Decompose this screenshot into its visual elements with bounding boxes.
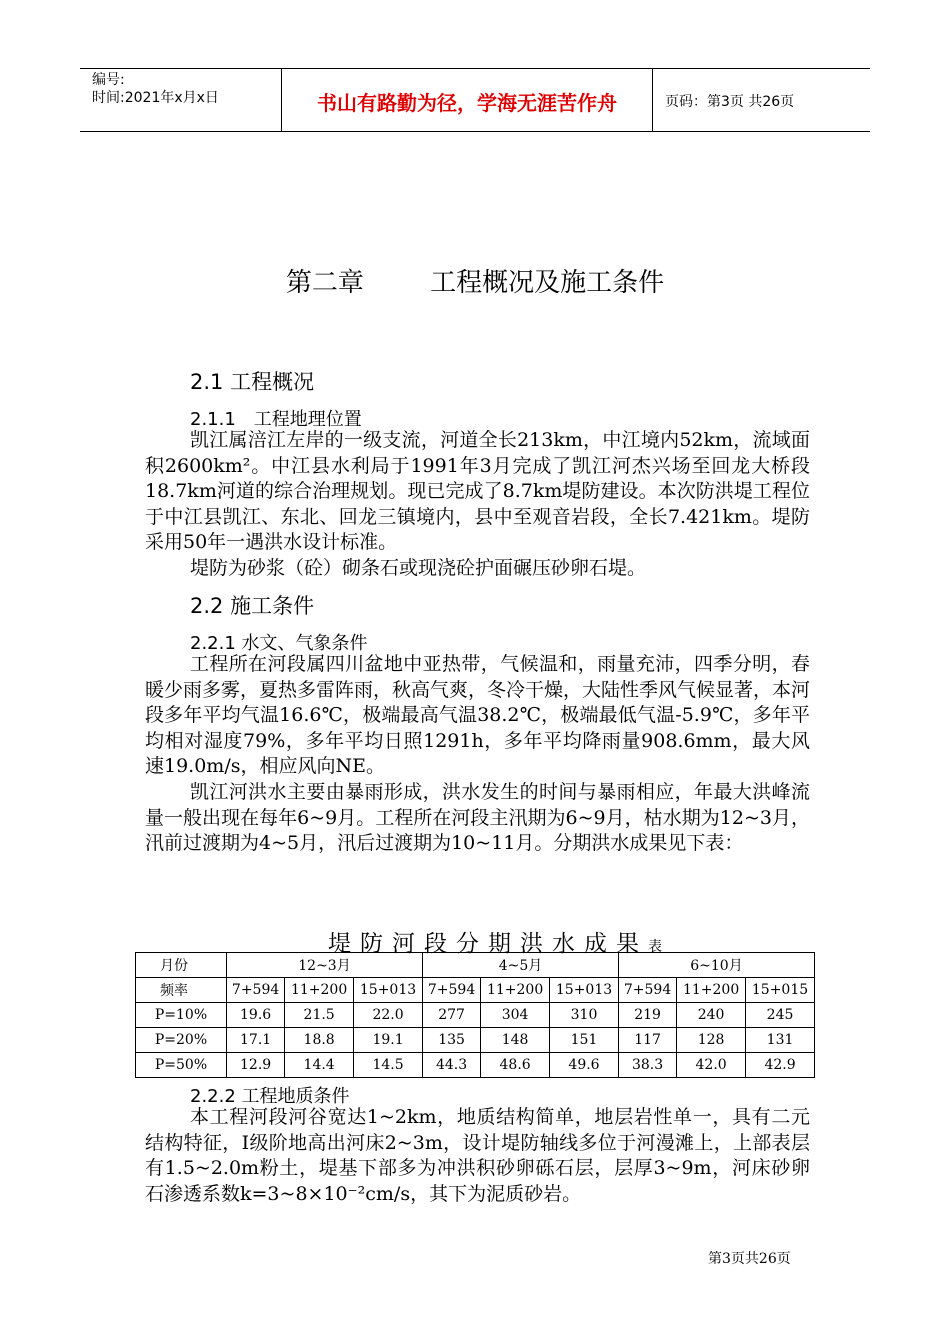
table-header-row — [136, 978, 815, 1003]
value-cell: 128 — [677, 1028, 746, 1053]
paragraph-embankment: 堤防为砂浆（砼）砌条石或现浇砼护面碾压砂卵石堤。 — [190, 557, 647, 579]
subsection-heading-2-1-1: 2.1.1 工程地理位置 — [190, 409, 362, 430]
header-page-cell — [653, 69, 870, 131]
month-label-cell: 月份 — [136, 953, 227, 978]
value-cell: 49.6 — [550, 1053, 619, 1078]
period-header: 12~3月 — [227, 953, 423, 978]
value-cell: 117 — [618, 1028, 676, 1053]
value-cell: 14.5 — [354, 1053, 423, 1078]
frequency-label-cell: 频率 — [136, 978, 227, 1003]
period-header: 4~5月 — [422, 953, 618, 978]
value-cell: 19.6 — [227, 1003, 285, 1028]
station-header: 11+200 — [481, 978, 550, 1003]
frequency-cell: P=50% — [136, 1053, 227, 1078]
header-page-number: 页码：第3页 共26页 — [665, 94, 795, 110]
subsection-heading-2-2-2: 2.2.2 工程地质条件 — [190, 1086, 350, 1107]
value-cell: 148 — [481, 1028, 550, 1053]
frequency-cell: P=10% — [136, 1003, 227, 1028]
period-header: 6~10月 — [618, 953, 814, 978]
paragraph-geology: 本工程河段河谷宽达1~2km，地质结构简单，地层岩性单一，具有二元结构特征，Ⅰ级阶地高出河床2~3m，设计堤防轴线多位于河漫滩上，上部表层有1.5~2.0m粉土，堤基下部多为冲洪积砂卵砾石层，层厚3~9m，河床砂卵石渗透系数k=3~8×10⁻²cm/s，其下为泥质砂岩。 — [145, 1106, 810, 1205]
value-cell: 135 — [422, 1028, 480, 1053]
frequency-cell: P=20% — [136, 1028, 227, 1053]
document-number-label: 编号: — [92, 72, 125, 88]
value-cell: 277 — [422, 1003, 480, 1028]
value-cell: 42.9 — [746, 1053, 815, 1078]
value-cell: 38.3 — [618, 1053, 676, 1078]
chapter-name: 工程概况及施工条件 — [430, 268, 665, 298]
page-footer: 第3页共26页 — [708, 1251, 791, 1267]
value-cell: 131 — [746, 1028, 815, 1053]
value-cell: 304 — [481, 1003, 550, 1028]
table-header-row — [136, 953, 815, 978]
value-cell: 18.8 — [285, 1028, 354, 1053]
flood-table — [135, 952, 815, 1078]
station-header: 11+200 — [677, 978, 746, 1003]
station-header: 7+594 — [422, 978, 480, 1003]
value-cell: 44.3 — [422, 1053, 480, 1078]
paragraph-location: 凯江属涪江左岸的一级支流，河道全长213km，中江境内52km，流域面积2600km²。中江县水利局于1991年3月完成了凯江河杰兴场至回龙大桥段18.7km河道的综合治理规划。现已完成了8.7km堤防建设。本次防洪堤工程位于中江县凯江、东北、回龙三镇境内，县中至观音岩段，全长7.421km。堤防采用50年一遇洪水设计标准。 — [145, 429, 810, 554]
page-header — [80, 68, 870, 132]
value-cell: 12.9 — [227, 1053, 285, 1078]
header-meta-cell — [80, 69, 282, 131]
value-cell: 22.0 — [354, 1003, 423, 1028]
section-heading-2-2: 2.2 施工条件 — [190, 594, 315, 618]
station-header: 7+594 — [618, 978, 676, 1003]
chapter-number: 第二章 — [285, 268, 364, 298]
value-cell: 219 — [618, 1003, 676, 1028]
table-title-suffix: 表 — [648, 939, 662, 955]
value-cell: 19.1 — [354, 1028, 423, 1053]
table-row — [136, 1053, 815, 1078]
document-time-label: 时间:2021年x月x日 — [92, 90, 219, 106]
value-cell: 14.4 — [285, 1053, 354, 1078]
station-header: 15+013 — [550, 978, 619, 1003]
header-motto: 书山有路勤为径，学海无涯苦作舟 — [317, 91, 617, 115]
station-header: 15+013 — [354, 978, 423, 1003]
station-header: 7+594 — [227, 978, 285, 1003]
section-heading-2-1: 2.1 工程概况 — [190, 370, 315, 394]
value-cell: 245 — [746, 1003, 815, 1028]
station-header: 11+200 — [285, 978, 354, 1003]
value-cell: 240 — [677, 1003, 746, 1028]
subsection-heading-2-2-1: 2.2.1 水文、气象条件 — [190, 633, 368, 654]
station-header: 15+015 — [746, 978, 815, 1003]
paragraph-climate: 工程所在河段属四川盆地中亚热带，气候温和，雨量充沛，四季分明，春暖少雨多雾，夏热多雷阵雨，秋高气爽，冬冷干燥，大陆性季风气候显著，本河段多年平均气温16.6℃，极端最高气温38.2℃，极端最低气温-5.9℃，多年平均相对湿度79%，多年平均日照1291h，多年平均降雨量908.6mm，最大风速19.0m/s，相应风向NE。 — [145, 653, 811, 778]
table-title: 堤防河段分期洪水成果表 — [328, 931, 662, 957]
value-cell: 48.6 — [481, 1053, 550, 1078]
value-cell: 21.5 — [285, 1003, 354, 1028]
value-cell: 310 — [550, 1003, 619, 1028]
chapter-title — [0, 262, 950, 299]
header-motto-cell — [282, 69, 653, 131]
value-cell: 151 — [550, 1028, 619, 1053]
table-row — [136, 1028, 815, 1053]
table-row — [136, 1003, 815, 1028]
paragraph-flood: 凯江河洪水主要由暴雨形成，洪水发生的时间与暴雨相应，年最大洪峰流量一般出现在每年6~9月。工程所在河段主汛期为6~9月，枯水期为12~3月，汛前过渡期为4~5月，汛后过渡期为10~11月。分期洪水成果见下表： — [145, 781, 810, 855]
value-cell: 42.0 — [677, 1053, 746, 1078]
value-cell: 17.1 — [227, 1028, 285, 1053]
